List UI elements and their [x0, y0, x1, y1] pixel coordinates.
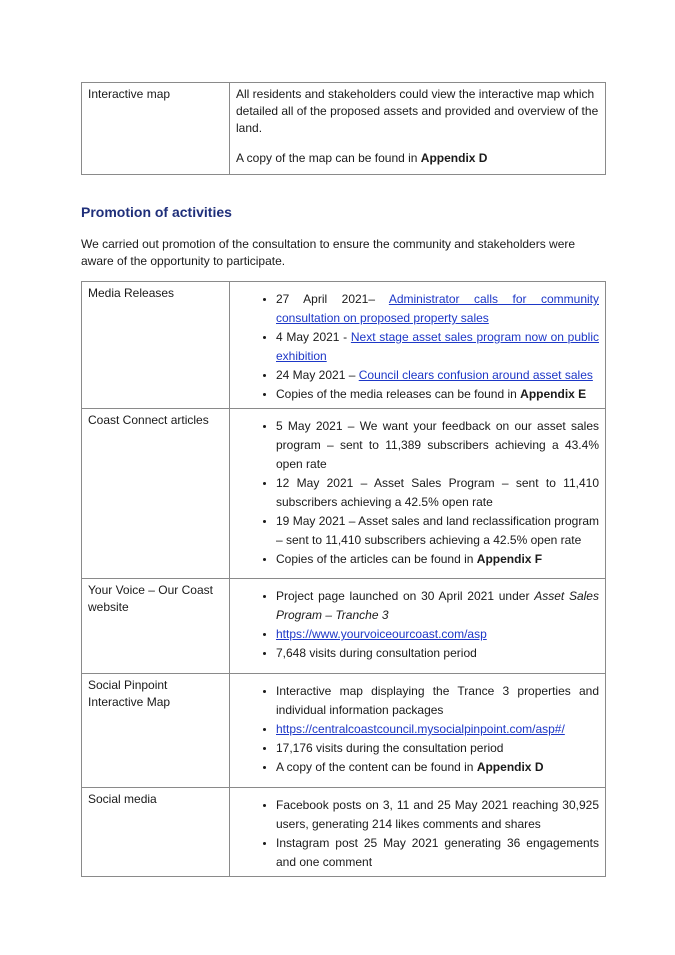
table-row: [82, 409, 606, 579]
row-content: [230, 83, 606, 175]
list-item: • 19 May 2021 – Asset sales and land reclassification program – sent to 11,410 subscribers achieving a 42.5% open rate: [276, 512, 599, 550]
list-item: • Interactive map displaying the Trance 3 properties and individual information packages: [276, 682, 599, 720]
table-row: [82, 83, 606, 175]
list-item: [276, 587, 599, 625]
appendix-ref: Appendix F: [476, 552, 543, 566]
paragraph: All residents and stakeholders could view the interactive map which detailed all of the proposed assets and provided and overview of the land.: [236, 87, 599, 135]
text: 27 April 2021–: [276, 292, 389, 306]
text: Project page launched on 30 April 2021 under: [276, 589, 535, 603]
paragraph: [236, 150, 599, 167]
row-label: Social Pinpoint Interactive Map: [82, 674, 230, 788]
row-label: Interactive map: [82, 83, 230, 175]
text: 24 May 2021 –: [276, 368, 359, 382]
media-release-link[interactable]: Next stage asset sales program now on public exhibition: [276, 330, 599, 363]
program-name: Asset Sales Program – Tranche 3: [276, 589, 599, 622]
row-label: Coast Connect articles: [82, 409, 230, 579]
list-item: [276, 290, 599, 328]
list-item: • 7,648 visits during consultation period: [276, 644, 599, 663]
list-item: [276, 328, 599, 366]
row-content: [230, 409, 606, 579]
text: Copies of the media releases can be found in: [276, 387, 521, 401]
table-row: [82, 579, 606, 674]
list-item: [276, 550, 599, 569]
row-content: [230, 674, 606, 788]
row-label: Media Releases: [82, 282, 230, 409]
list-item: • Instagram post 25 May 2021 generating 36 engagements and one comment: [276, 834, 599, 872]
bullet-list: [236, 417, 599, 569]
list-item: [276, 625, 599, 644]
social-pinpoint-link[interactable]: https://centralcoastcouncil.mysocialpinpoint.com/asp#/: [276, 722, 565, 736]
bullet-list: [236, 587, 599, 663]
your-voice-link[interactable]: https://www.yourvoiceourcoast.com/asp: [276, 627, 487, 641]
appendix-ref: Appendix E: [520, 387, 587, 401]
list-item: [276, 720, 599, 739]
promotion-table: [81, 281, 606, 877]
row-content: [230, 788, 606, 877]
list-item: • Facebook posts on 3, 11 and 25 May 2021 reaching 30,925 users, generating 214 likes comments and shares: [276, 796, 599, 834]
bullet-list: [236, 290, 599, 404]
row-label: Your Voice – Our Coast website: [82, 579, 230, 674]
list-item: [276, 385, 599, 404]
text: Copies of the articles can be found in: [276, 552, 477, 566]
list-item: [276, 758, 599, 777]
row-content: [230, 579, 606, 674]
media-release-link[interactable]: Administrator calls for community consultation on proposed property sales: [276, 292, 599, 325]
media-release-link[interactable]: Council clears confusion around asset sales: [358, 368, 593, 382]
text: A copy of the content can be found in: [276, 760, 477, 774]
bullet-list: [236, 796, 599, 872]
text: A copy of the map can be found in: [236, 151, 421, 165]
text: 4 May 2021 -: [276, 330, 351, 344]
row-label: Social media: [82, 788, 230, 877]
appendix-ref: Appendix D: [420, 151, 488, 165]
table-row: [82, 788, 606, 877]
list-item: [276, 366, 599, 385]
list-item: • 5 May 2021 – We want your feedback on our asset sales program – sent to 11,389 subscribers achieving a 43.4% open rate: [276, 417, 599, 474]
table-row: [82, 674, 606, 788]
interactive-map-table: [81, 82, 606, 175]
section-heading: Promotion of activities: [81, 204, 232, 220]
row-content: [230, 282, 606, 409]
bullet-list: [236, 682, 599, 777]
appendix-ref: Appendix D: [476, 760, 544, 774]
table-row: [82, 282, 606, 409]
list-item: • 17,176 visits during the consultation period: [276, 739, 599, 758]
section-intro: We carried out promotion of the consultation to ensure the community and stakeholders were aware of the opportunity to participate.: [81, 237, 576, 268]
list-item: • 12 May 2021 – Asset Sales Program – sent to 11,410 subscribers achieving a 42.5% open rate: [276, 474, 599, 512]
